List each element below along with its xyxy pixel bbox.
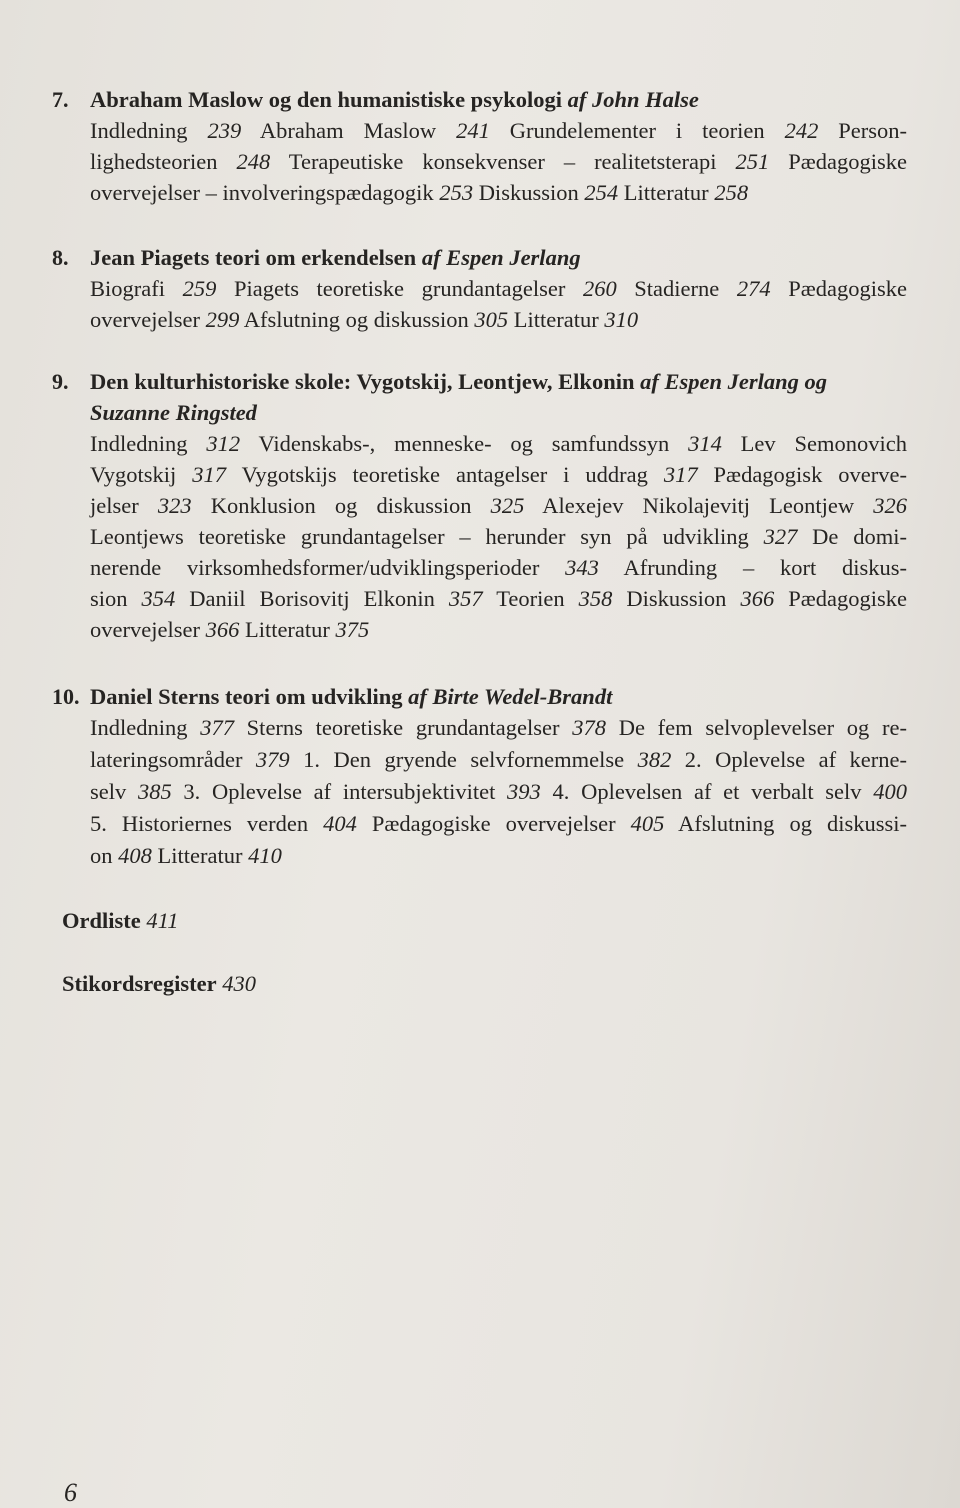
text-segment: Videnskabs-, menneske- og samfundssyn xyxy=(240,431,689,456)
page-ref: 260 xyxy=(582,276,617,301)
text-segment: Vygotskijs teoretiske antagelser i uddrag xyxy=(226,462,664,487)
section-line xyxy=(90,614,907,645)
text-segment: Afrunding – kort diskus- xyxy=(598,555,907,580)
text-segment: Piagets teoretiske grundantagelser xyxy=(216,276,583,301)
page-ref: 375 xyxy=(335,617,370,642)
toc-entry xyxy=(52,681,907,872)
page-ref: 305 xyxy=(474,307,509,332)
text-segment: Abraham Maslow og den humanistiske psykologi xyxy=(90,87,568,112)
page-ref: 312 xyxy=(206,431,241,456)
text-segment: Alexejev Nikolajevitj Leontjew xyxy=(524,493,874,518)
page-ref: 326 xyxy=(873,493,907,518)
text-segment: Daniel Sterns teori om udvikling xyxy=(90,684,409,709)
text-segment: selv xyxy=(90,779,138,804)
section-line xyxy=(90,712,907,744)
text-segment: Afslutning og diskussi- xyxy=(664,811,907,836)
page-ref: 393 xyxy=(507,779,541,804)
page-ref: 317 xyxy=(663,462,698,487)
text-segment: 5. Historiernes verden xyxy=(90,811,324,836)
toc-entry xyxy=(52,84,907,208)
index-label: Stikordsregister xyxy=(62,971,217,996)
text-segment: Stadierne xyxy=(616,276,737,301)
toc-entry xyxy=(52,242,907,335)
text-segment: nerende virksomhedsformer/udviklingsperioder xyxy=(90,555,566,580)
page-ref: 254 xyxy=(584,180,619,205)
section-line xyxy=(90,552,907,583)
entry-number: 8. xyxy=(52,245,69,270)
section-line xyxy=(90,428,907,459)
section-line xyxy=(90,840,907,872)
text-segment: Pædagogiske xyxy=(770,276,907,301)
page-ref: 379 xyxy=(255,747,290,772)
page-ref: 408 xyxy=(118,843,152,868)
text-segment: 3. Oplevelse af intersubjektivitet xyxy=(171,779,508,804)
page-ref: 404 xyxy=(323,811,357,836)
text-segment: Daniil Borisovitj Elkonin xyxy=(175,586,449,611)
author-text: Suzanne Ringsted xyxy=(90,400,257,425)
text-segment: Den kulturhistoriske skole: Vygotskij, Leontjew, Elkonin xyxy=(90,369,641,394)
text-segment: Litteratur xyxy=(618,180,715,205)
text-segment: Abraham Maslow xyxy=(241,118,457,143)
chapter-title xyxy=(90,366,907,397)
text-segment: jelser xyxy=(90,493,158,518)
section-line xyxy=(90,146,907,177)
text-segment: Sterns teoretiske grundantagelser xyxy=(233,715,573,740)
section-line xyxy=(90,744,907,776)
index-entry xyxy=(62,971,256,997)
text-segment: Diskussion xyxy=(612,586,741,611)
page-ref: 241 xyxy=(456,118,490,143)
text-segment: Teorien xyxy=(482,586,579,611)
page-ref: 410 xyxy=(248,843,282,868)
entry-number: 7. xyxy=(52,87,69,112)
page-ref: 259 xyxy=(182,276,217,301)
text-segment: 1. Den gryende selvfornemmelse xyxy=(289,747,638,772)
chapter-title xyxy=(90,397,907,428)
text-segment: Leontjews teoretiske grundantagelser – herunder syn på udvikling xyxy=(90,524,764,549)
section-line xyxy=(90,808,907,840)
text-segment: Grundelementer i teorien xyxy=(489,118,785,143)
section-line xyxy=(90,304,907,335)
section-line xyxy=(90,776,907,808)
page-ref: 310 xyxy=(604,307,639,332)
section-line xyxy=(90,490,907,521)
text-segment: Indledning xyxy=(90,431,207,456)
author-text: af John Halse xyxy=(567,87,699,112)
text-segment: Pædagogiske xyxy=(774,586,907,611)
page-ref: 378 xyxy=(572,715,606,740)
page-ref: 377 xyxy=(200,715,234,740)
entry-number: 10. xyxy=(52,684,80,709)
page-ref: 253 xyxy=(439,180,474,205)
text-segment: on xyxy=(90,843,119,868)
page-ref: 405 xyxy=(630,811,665,836)
page-ref: 248 xyxy=(236,149,271,174)
page-ref: 354 xyxy=(141,586,176,611)
page-ref: 239 xyxy=(207,118,242,143)
text-segment: Indledning xyxy=(90,715,201,740)
text-segment: lateringsområder xyxy=(90,747,256,772)
page-number: 6 xyxy=(64,1478,77,1507)
text-segment: Pædagogiske xyxy=(769,149,907,174)
text-segment: Pædagogisk overve- xyxy=(697,462,907,487)
section-line xyxy=(90,459,907,490)
glossary-page: 411 xyxy=(146,908,179,933)
text-segment: Vygotskij xyxy=(90,462,193,487)
page-ref: 258 xyxy=(714,180,749,205)
text-segment: Lev Semonovich xyxy=(721,431,907,456)
text-segment: Litteratur xyxy=(151,843,249,868)
page-ref: 274 xyxy=(736,276,771,301)
page-ref: 343 xyxy=(565,555,599,580)
text-segment: De fem selvoplevelser og re- xyxy=(606,715,907,740)
text-segment: Litteratur xyxy=(508,307,605,332)
text-segment: Terapeutiske konsekvenser – realitetsterapi xyxy=(270,149,736,174)
chapter-title xyxy=(90,681,907,712)
text-segment: sion xyxy=(90,586,142,611)
chapter-title xyxy=(90,84,907,115)
text-segment: Konklusion og diskussion xyxy=(191,493,491,518)
page-ref: 385 xyxy=(137,779,172,804)
text-segment: Person- xyxy=(818,118,908,143)
author-text: af Espen Jerlang og xyxy=(640,369,827,394)
text-segment: Pædagogiske overvejelser xyxy=(356,811,631,836)
section-line xyxy=(90,521,907,552)
page-ref: 366 xyxy=(205,617,240,642)
text-segment: Indledning xyxy=(90,118,208,143)
text-segment: lighedsteorien xyxy=(90,149,237,174)
index-page: 430 xyxy=(222,971,256,996)
text-segment: 4. Oplevelsen af et verbalt selv xyxy=(540,779,874,804)
page-ref: 317 xyxy=(192,462,226,487)
author-text: af Birte Wedel-Brandt xyxy=(408,684,613,709)
text-segment: Afslutning og diskussion xyxy=(239,307,475,332)
text-segment: Litteratur xyxy=(239,617,336,642)
text-segment: overvejelser – involveringspædagogik xyxy=(90,180,440,205)
text-segment: Jean Piagets teori om erkendelsen xyxy=(90,245,422,270)
section-line xyxy=(90,583,907,614)
text-segment: Biografi xyxy=(90,276,183,301)
glossary-entry xyxy=(62,908,178,934)
page-ref: 299 xyxy=(205,307,240,332)
page-ref: 358 xyxy=(578,586,613,611)
section-line xyxy=(90,115,907,146)
page-ref: 400 xyxy=(873,779,907,804)
page-ref: 325 xyxy=(490,493,525,518)
chapter-title xyxy=(90,242,907,273)
glossary-label: Ordliste xyxy=(62,908,141,933)
text-segment: overvejelser xyxy=(90,307,206,332)
page-ref: 327 xyxy=(763,524,798,549)
page-ref: 242 xyxy=(784,118,819,143)
page-ref: 357 xyxy=(448,586,483,611)
text-segment: De domi- xyxy=(797,524,907,549)
page-ref: 323 xyxy=(157,493,192,518)
section-line xyxy=(90,273,907,304)
page-ref: 314 xyxy=(688,431,722,456)
toc-entry xyxy=(52,366,907,645)
page-ref: 382 xyxy=(637,747,672,772)
section-line xyxy=(90,177,907,208)
text-segment: 2. Oplevelse af kerne- xyxy=(671,747,908,772)
author-text: af Espen Jerlang xyxy=(421,245,581,270)
page-ref: 366 xyxy=(740,586,775,611)
entry-number: 9. xyxy=(52,369,69,394)
text-segment: overvejelser xyxy=(90,617,206,642)
page-ref: 251 xyxy=(735,149,770,174)
text-segment: Diskussion xyxy=(473,180,585,205)
